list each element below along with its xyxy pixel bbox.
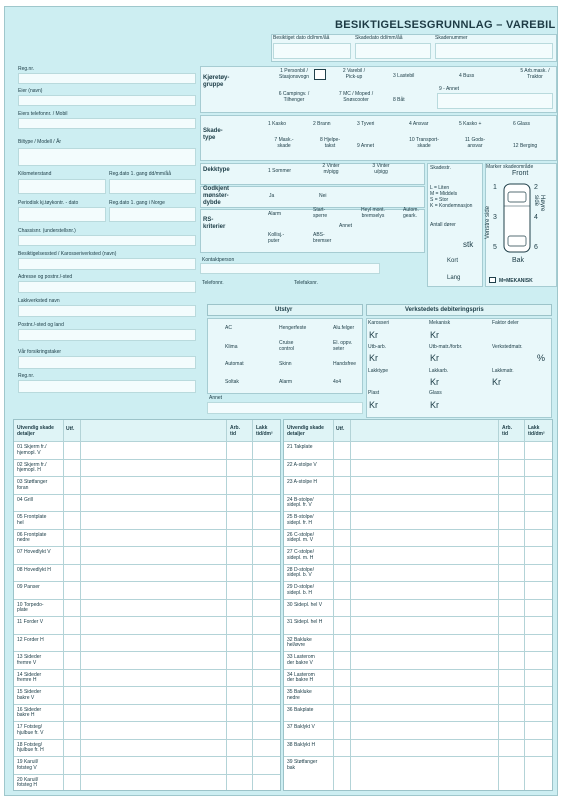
row-label: 34 Lasterom der bakre H bbox=[287, 671, 315, 683]
eq-other-field[interactable] bbox=[207, 402, 363, 414]
eq-other-label: Annet bbox=[209, 395, 223, 401]
table-row[interactable] bbox=[284, 686, 552, 705]
reg-nr2-field[interactable] bbox=[18, 380, 196, 393]
table-row[interactable] bbox=[284, 441, 552, 460]
table-row[interactable] bbox=[14, 634, 280, 653]
debit-karosseri: Karosseri bbox=[368, 320, 390, 326]
debit-faktor: Faktor deler bbox=[492, 320, 519, 326]
row-label: 13 Sideder fremre V bbox=[17, 654, 42, 666]
row-label: 24 B-stolpe/ sidepl. fr. V bbox=[287, 496, 314, 508]
row-label: 17 Fotsteg/ hjulbue fr. V bbox=[17, 724, 44, 736]
row-label: 18 Fotsteg/ hjulbue fr. H bbox=[17, 741, 44, 753]
left-col-lakk: Lakk tid/dm² bbox=[256, 425, 273, 437]
table-row[interactable] bbox=[14, 441, 280, 460]
row-label: 21 Takplate bbox=[287, 444, 313, 450]
dt-option-10[interactable]: 10 Transport- skade bbox=[409, 137, 439, 149]
address-field[interactable] bbox=[18, 281, 196, 293]
zone-3[interactable]: 3 bbox=[493, 214, 497, 221]
table-row[interactable] bbox=[284, 651, 552, 670]
dt-option-8[interactable]: 8 Hjelpe- takst bbox=[319, 137, 340, 149]
table-row[interactable] bbox=[14, 739, 280, 758]
tire-option-3[interactable]: 3 Vinter u/pigg bbox=[372, 163, 390, 175]
car-type-field[interactable] bbox=[18, 148, 196, 166]
long-label[interactable]: Lang bbox=[447, 275, 461, 281]
table-row[interactable] bbox=[284, 739, 552, 758]
right-col-utf: Utf. bbox=[336, 426, 345, 432]
damage-number-label: Skadenummer bbox=[435, 35, 468, 41]
doors-unit: stk bbox=[463, 240, 474, 249]
damage-type-box bbox=[200, 115, 557, 161]
table-row[interactable] bbox=[14, 704, 280, 723]
zone-4[interactable]: 4 bbox=[534, 214, 538, 221]
table-row[interactable] bbox=[14, 529, 280, 548]
eq-skinn[interactable]: Skinn bbox=[279, 361, 292, 367]
dt-option-4[interactable]: 4 Ansvar bbox=[409, 121, 429, 127]
row-label: 29 D-stolpe/ sidepl. b. H bbox=[287, 584, 314, 596]
table-row[interactable] bbox=[14, 651, 280, 670]
dt-option-6[interactable]: 6 Glass bbox=[513, 121, 530, 127]
owner-phone-label: Eiers telefonnr. / Mobil bbox=[18, 111, 68, 117]
marker-right: Høyre side bbox=[533, 195, 545, 212]
table-row[interactable] bbox=[284, 634, 552, 653]
eq-automat[interactable]: Automat bbox=[225, 361, 244, 367]
row-label: 28 D-stolpe/ sidepl. b. V bbox=[287, 566, 314, 578]
reg-date-norway-field[interactable] bbox=[109, 207, 196, 222]
row-label: 04 Grill bbox=[17, 496, 33, 503]
vg-option-1[interactable]: 1 Personbil / Stasjonsvogn bbox=[278, 68, 310, 80]
row-label: 26 C-stolpe/ sidepl. m. V bbox=[287, 531, 314, 543]
periodic-control-field[interactable] bbox=[18, 207, 106, 222]
damage-degree-title: Skadestr. bbox=[430, 165, 451, 171]
right-damage-table bbox=[283, 419, 553, 791]
row-label: 39 Støtfanger bak bbox=[287, 759, 318, 771]
equipment-title: Utstyr bbox=[275, 307, 293, 313]
vg-option-2[interactable]: 2 Varebil / Pick-up bbox=[342, 68, 366, 80]
table-row[interactable] bbox=[284, 459, 552, 478]
rs-option-abs[interactable]: ABS- bremser bbox=[313, 232, 332, 244]
row-label: 05 Frontplate hel bbox=[17, 514, 47, 526]
damage-date-field[interactable] bbox=[355, 43, 431, 59]
row-label: 19 Karuil/ fotsteg V bbox=[17, 759, 39, 771]
row-label: 31 Sidepl. hel H bbox=[287, 619, 323, 625]
row-label: 10 Torpedo- plate bbox=[17, 601, 44, 613]
table-row[interactable] bbox=[284, 476, 552, 495]
marker-back: Bak bbox=[512, 257, 525, 264]
periodic-control-label: Periodisk kj.tøykontr. - dato bbox=[18, 200, 79, 206]
monster-no[interactable]: Nei bbox=[319, 193, 327, 199]
mechanical-label: M=MEKANISK bbox=[499, 278, 533, 284]
odometer-field[interactable] bbox=[18, 179, 106, 194]
table-row[interactable] bbox=[14, 669, 280, 688]
contact-person-field[interactable] bbox=[200, 263, 380, 274]
chassis-field[interactable] bbox=[18, 235, 196, 246]
eq-soltak[interactable]: Soltak bbox=[225, 379, 239, 385]
reg-nr-label: Reg.nr. bbox=[18, 66, 35, 72]
kr-glass: Kr bbox=[430, 400, 439, 410]
kr-plast: Kr bbox=[369, 400, 378, 410]
reg-date-first-label: Reg.dato 1. gang dd/mm/åå bbox=[109, 171, 171, 177]
table-row[interactable] bbox=[14, 774, 280, 793]
table-row[interactable] bbox=[284, 581, 552, 600]
row-label: 12 Forder H bbox=[17, 636, 44, 643]
eq-handsfree[interactable]: Handsfree bbox=[333, 361, 357, 367]
zone-6[interactable]: 6 bbox=[534, 244, 538, 251]
zone-1[interactable]: 1 bbox=[493, 184, 497, 191]
inspected-date-label: Besiktiget dato dd/mm/åå bbox=[273, 35, 330, 41]
vehicle-group-label: Kjøretøy- gruppe bbox=[203, 75, 230, 88]
row-label: 37 Baklykt V bbox=[287, 724, 315, 730]
phone-label: Telefonnr. bbox=[202, 280, 224, 286]
vg-option-4[interactable]: 4 Buss bbox=[459, 73, 475, 79]
percent-sign: % bbox=[537, 353, 546, 363]
rs-option-bremselys[interactable]: Heyl mont. bremselys bbox=[361, 207, 385, 219]
table-row[interactable] bbox=[284, 546, 552, 565]
table-row[interactable] bbox=[284, 599, 552, 618]
debit-mekanisk: Mekanisk bbox=[429, 320, 451, 326]
eq-4x4[interactable]: 4x4 bbox=[333, 379, 342, 385]
kr-utb-arb: Kr bbox=[369, 353, 378, 363]
debit-lakkarb: Lakkarb. bbox=[429, 368, 449, 374]
kr-karosseri: Kr bbox=[369, 330, 378, 340]
table-row[interactable] bbox=[284, 669, 552, 688]
row-label: 25 B-stolpe/ sidepl. fr. H bbox=[287, 514, 314, 526]
damage-marker-title: Marker skadeområde bbox=[486, 164, 534, 170]
form-title: BESIKTIGELSESGRUNNLAG – VAREBIL bbox=[335, 19, 556, 31]
table-row[interactable] bbox=[14, 756, 280, 775]
contact-person-label: Kontaktperson bbox=[202, 257, 235, 263]
van-outline-icon bbox=[500, 182, 534, 254]
table-row[interactable] bbox=[284, 721, 552, 740]
table-row[interactable] bbox=[14, 599, 280, 618]
eq-ac[interactable]: AC bbox=[225, 325, 232, 331]
inspected-date-field[interactable] bbox=[273, 43, 351, 59]
row-label: 22 A-stolpe V bbox=[287, 461, 317, 468]
rs-option-alarm[interactable]: Alarm bbox=[268, 211, 282, 217]
owner-name-field[interactable] bbox=[18, 95, 196, 106]
left-col-arb: Arb. tid bbox=[230, 425, 240, 437]
tire-option-2[interactable]: 2 Vinter m/pigg bbox=[322, 163, 340, 175]
table-row[interactable] bbox=[14, 616, 280, 635]
owner-phone-field[interactable] bbox=[18, 118, 196, 129]
monster-label: Godkjent mønster- dybde bbox=[203, 186, 230, 206]
right-col-lakk: Lakk tid/dm² bbox=[528, 425, 545, 437]
rs-option-startsperre[interactable]: Start- sperre bbox=[313, 207, 328, 219]
chassis-label: Chassisnr. (understellsnr.) bbox=[18, 228, 76, 234]
rs-option-geark[interactable]: Autom. geark. bbox=[403, 207, 419, 219]
rs-option-kollisj[interactable]: Kollisj.- puter bbox=[268, 232, 285, 244]
table-row[interactable] bbox=[284, 564, 552, 583]
row-label: 01 Skjerm fr./ hjemopl. V bbox=[17, 444, 47, 456]
eq-alufelger[interactable]: Alu.felger bbox=[333, 325, 355, 331]
dt-option-1[interactable]: 1 Kasko bbox=[268, 121, 287, 127]
short-label[interactable]: Kort bbox=[447, 258, 459, 264]
kr-lakkarb: Kr bbox=[430, 377, 439, 387]
row-label: 23 A-stolpe H bbox=[287, 479, 318, 485]
row-label: 35 Bakluke nedre bbox=[287, 689, 312, 701]
left-col-detail: Utvendig skade detaljer bbox=[17, 425, 54, 437]
row-label: 15 Sideder bakre V bbox=[17, 689, 42, 701]
table-row[interactable] bbox=[284, 494, 552, 513]
row-label: 02 Skjerm fr./ hjemopl. H bbox=[17, 461, 47, 473]
debit-utb-matr: Utb-matr./forbr. bbox=[429, 344, 463, 350]
row-label: 09 Panser bbox=[17, 584, 40, 590]
odometer-label: Kilometerstand bbox=[18, 171, 52, 177]
debit-title: Verkstedets debiteringspris bbox=[405, 307, 484, 313]
vg-other-field[interactable] bbox=[437, 93, 553, 109]
debit-lakktype: Lakktype bbox=[368, 368, 389, 374]
row-label: 32 Bakluke hel/øvre bbox=[287, 636, 312, 648]
damage-date-label: Skadedato dd/mm/åå bbox=[355, 35, 403, 41]
zone-5[interactable]: 5 bbox=[493, 244, 497, 251]
eq-hengerfeste[interactable]: Hengerfeste bbox=[279, 325, 307, 331]
table-row[interactable] bbox=[14, 564, 280, 583]
debit-utb-arb: Utb-arb. bbox=[368, 344, 387, 350]
kr-mekanisk: Kr bbox=[430, 330, 439, 340]
dt-option-3[interactable]: 3 Tyveri bbox=[357, 121, 375, 127]
kr-lakkmatr: Kr bbox=[492, 377, 501, 387]
right-col-arb: Arb. tid bbox=[502, 425, 512, 437]
dt-option-12[interactable]: 12 Berging bbox=[513, 143, 538, 149]
eq-cruise[interactable]: Cruise control bbox=[279, 340, 295, 352]
mechanical-checkbox[interactable] bbox=[489, 277, 496, 283]
eq-klima[interactable]: Klima bbox=[225, 344, 238, 350]
marker-front: Front bbox=[512, 170, 529, 177]
insurer-label: Vår forsikringstaker bbox=[18, 349, 62, 355]
vg-option-7[interactable]: 7 MC / Moped / Snøscooter bbox=[338, 91, 374, 103]
left-col-utf: Utf. bbox=[66, 426, 75, 432]
dt-option-11[interactable]: 11 Gods- ansvar bbox=[464, 137, 486, 149]
address-label: Adresse og postnr./-sted bbox=[18, 274, 73, 280]
vg-option-3[interactable]: 3 Lastebil bbox=[393, 73, 415, 79]
eq-alarm[interactable]: Alarm bbox=[279, 379, 293, 385]
damage-type-label: Skade- type bbox=[203, 128, 223, 141]
inspection-place-field[interactable] bbox=[18, 258, 196, 270]
row-label: 36 Bakplate bbox=[287, 706, 314, 713]
rs-label: RS- kriterier bbox=[203, 217, 226, 230]
reg-nr-field[interactable] bbox=[18, 73, 196, 84]
row-label: 14 Sideder fremre H bbox=[17, 671, 42, 683]
vg-option-6[interactable]: 6 Campingv. / Tilhenger bbox=[278, 91, 310, 103]
table-row[interactable] bbox=[284, 616, 552, 635]
table-row[interactable] bbox=[14, 494, 280, 513]
postal-field[interactable] bbox=[18, 329, 196, 341]
paint-shop-label: Lakkverksted navn bbox=[18, 298, 60, 304]
monster-box bbox=[200, 186, 425, 208]
doors-label: Antall dører bbox=[430, 222, 456, 228]
tire-option-1[interactable]: 1 Sommer bbox=[268, 168, 292, 174]
kr-utb-matr: Kr bbox=[430, 353, 439, 363]
debit-lakkmatr: Lakkmatr. bbox=[492, 368, 514, 374]
reg-nr2-label: Reg.nr. bbox=[18, 373, 35, 379]
row-label: 30 Sidepl. hel V bbox=[287, 601, 323, 608]
vg-option-5[interactable]: 5 Arb.mask. / Traktor bbox=[520, 68, 550, 80]
damage-number-field[interactable] bbox=[435, 43, 553, 59]
debit-verkstedmatr: Verkstedmatr. bbox=[492, 344, 523, 350]
dt-option-7[interactable]: 7 Mask.- skade bbox=[274, 137, 294, 149]
right-col-detail: Utvendig skade detaljer bbox=[287, 425, 324, 437]
debit-box bbox=[366, 318, 552, 418]
car-type-label: Biltype / Modell / År bbox=[18, 139, 62, 145]
table-row[interactable] bbox=[284, 511, 552, 530]
row-label: 11 Forder V bbox=[17, 619, 44, 625]
table-row[interactable] bbox=[14, 581, 280, 600]
table-row[interactable] bbox=[284, 756, 552, 775]
postal-label: Postnr./-sted og land bbox=[18, 322, 64, 328]
row-label: 33 Lasterom der bakre V bbox=[287, 654, 315, 666]
owner-name-label: Eier (navn) bbox=[18, 88, 43, 94]
row-label: 38 Baklykt H bbox=[287, 741, 316, 748]
table-row[interactable] bbox=[14, 459, 280, 478]
marker-left: Venstre side bbox=[485, 205, 491, 239]
row-label: 16 Sideder bakre H bbox=[17, 706, 42, 718]
row-label: 20 Karuil/ fotsteg H bbox=[17, 776, 39, 788]
left-damage-table bbox=[13, 419, 281, 791]
insurer-field[interactable] bbox=[18, 356, 196, 369]
inspection-form bbox=[4, 6, 558, 796]
inspection-place-label: Besiktigelsessted / Karosseriverksted (navn) bbox=[18, 251, 117, 257]
eq-seter[interactable]: El. oppv. seter bbox=[333, 340, 353, 352]
vg-option-8[interactable]: 8 Båt bbox=[393, 97, 405, 103]
rs-option-annet[interactable]: Annet bbox=[339, 223, 353, 229]
row-label: 27 C-stolpe/ sidepl. m. H bbox=[287, 549, 314, 561]
reg-date-norway-label: Reg.dato 1. gang i Norge bbox=[109, 200, 165, 206]
tires-label: Dekktype bbox=[203, 167, 230, 173]
table-row[interactable] bbox=[14, 686, 280, 705]
fax-label: Telefaksnr. bbox=[294, 280, 318, 286]
table-row[interactable] bbox=[14, 511, 280, 530]
paint-shop-field[interactable] bbox=[18, 305, 196, 317]
monster-yes[interactable]: Ja bbox=[269, 193, 275, 199]
reg-date-first-field[interactable] bbox=[109, 179, 196, 194]
damage-degree-lines: L = Liten M = Middels S = Stor K = Kondemnasjon bbox=[430, 185, 473, 209]
table-row[interactable] bbox=[14, 721, 280, 740]
table-row[interactable] bbox=[14, 476, 280, 495]
row-label: 07 Hovedlykt V bbox=[17, 549, 51, 555]
dt-option-2[interactable]: 2 Brann bbox=[313, 121, 331, 127]
dt-option-9[interactable]: 9 Annet bbox=[357, 143, 374, 149]
row-label: 03 Støtfanger foran bbox=[17, 479, 48, 491]
table-row[interactable] bbox=[14, 546, 280, 565]
table-row[interactable] bbox=[284, 529, 552, 548]
debit-plast: Plast bbox=[368, 390, 380, 396]
table-row[interactable] bbox=[284, 704, 552, 723]
vg-checkbox-2[interactable] bbox=[314, 69, 326, 80]
row-label: 06 Frontplate nedre bbox=[17, 531, 47, 543]
dt-option-5[interactable]: 5 Kasko + bbox=[459, 121, 482, 127]
row-label: 08 Hovedlykt H bbox=[17, 566, 51, 573]
debit-glass: Glass bbox=[429, 390, 442, 396]
vg-option-9[interactable]: 9 - Annet bbox=[439, 86, 460, 92]
zone-2[interactable]: 2 bbox=[534, 184, 538, 191]
